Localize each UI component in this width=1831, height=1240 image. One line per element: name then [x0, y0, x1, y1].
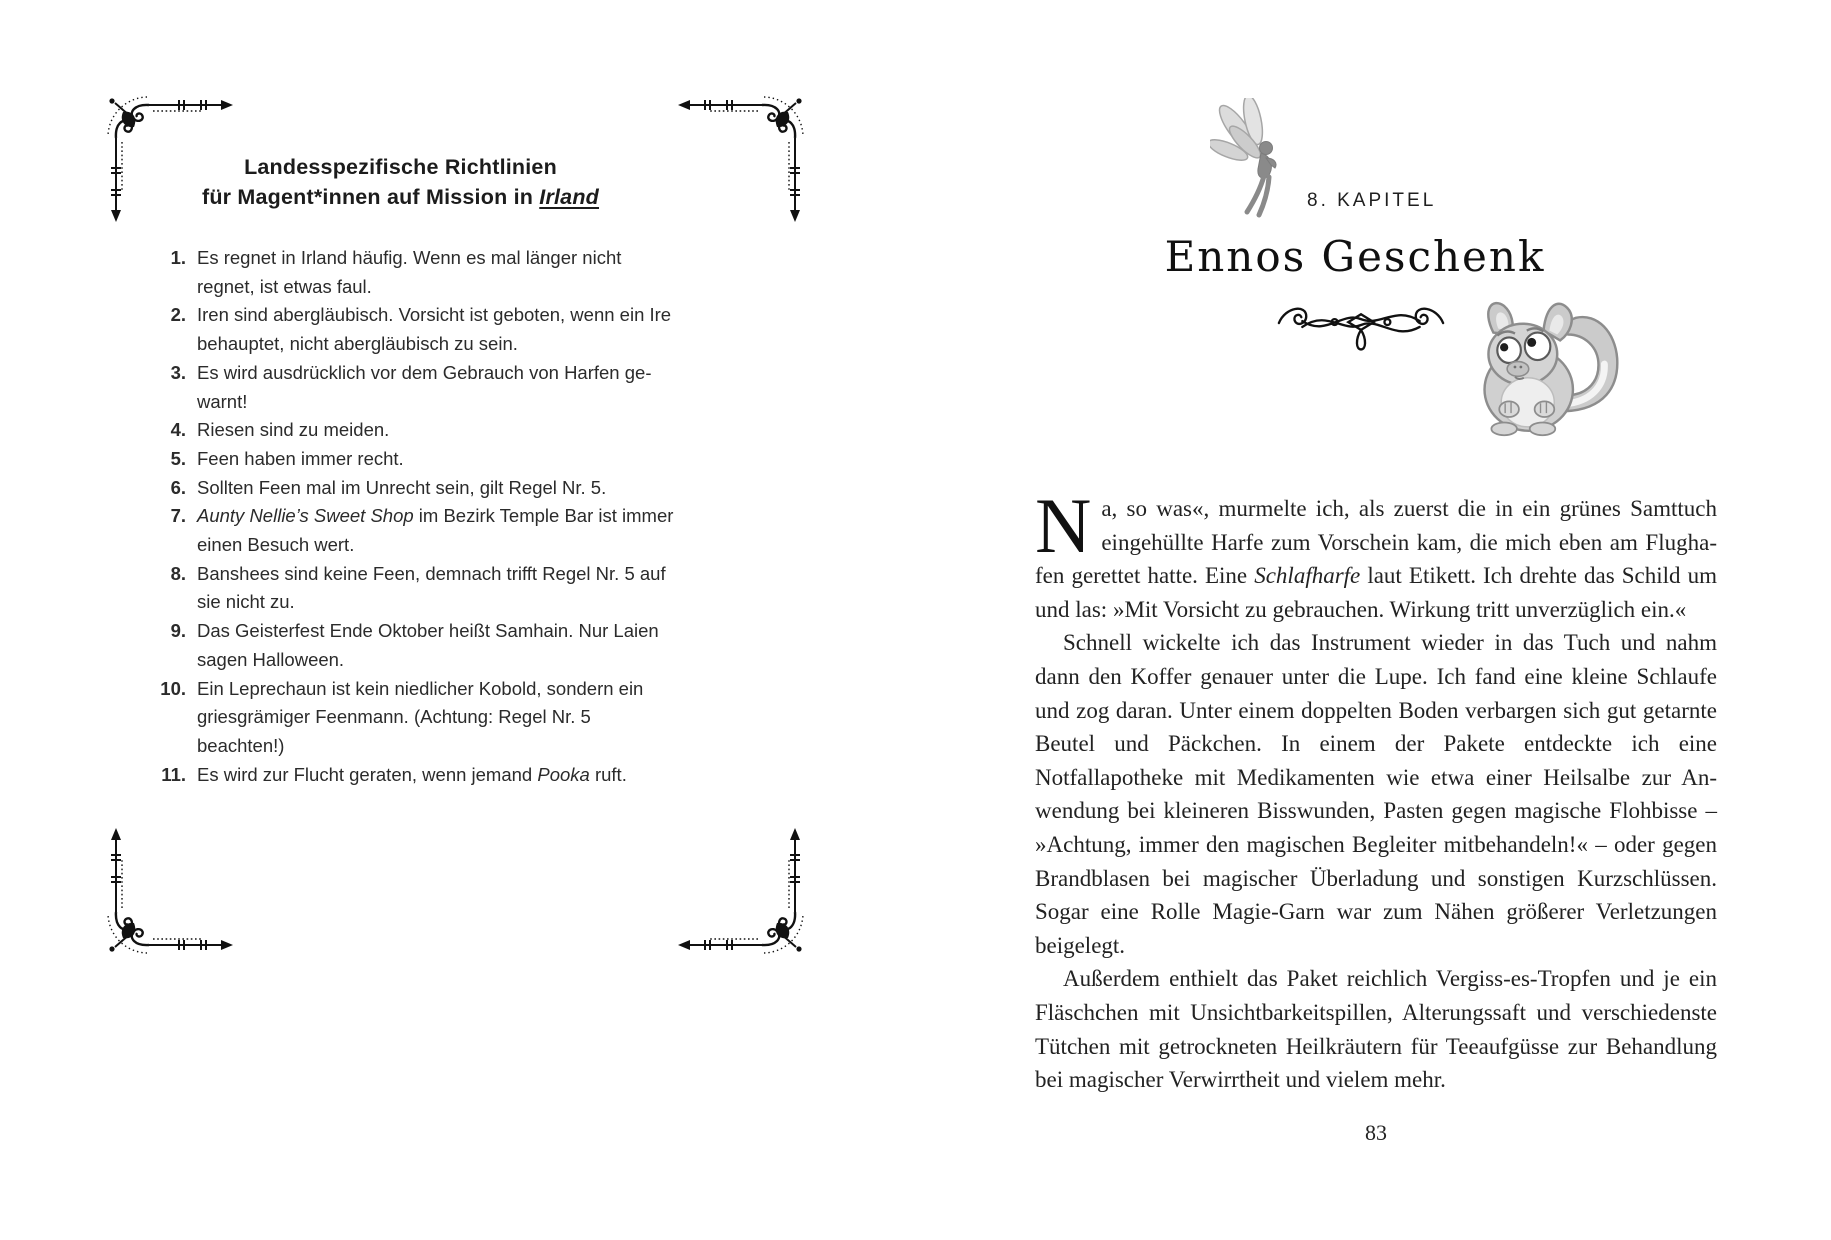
paragraph: [1035, 962, 1717, 1096]
list-item: [148, 761, 688, 790]
rule-text: [197, 445, 680, 474]
chapter-body: [1035, 482, 1717, 1097]
rule-number: 11.: [161, 763, 186, 785]
list-item: [148, 474, 688, 503]
emphasized-text: Pooka: [537, 763, 590, 785]
guidelines-title: [118, 152, 683, 212]
rules-list: [148, 244, 688, 789]
rule-number: 9.: [170, 620, 186, 642]
corner-ornament-bottom-right-icon: [676, 826, 808, 958]
guidelines-title-line2: [118, 182, 683, 212]
text-segment: Außerdem enthielt das Paket reichlich Vergiss-es-Tropfen und je ein Fläschchen mit Unsichtbarkeitspillen, Alterungssaft und verschiedenste Tütchen mit getrockneten Heilkräutern für Teeaufgüsse zur Behandlung bei magischer Verwirrtheit und vielem mehr.: [1035, 966, 1717, 1093]
left-page: [0, 0, 915, 1240]
list-item: [148, 675, 688, 761]
rule-text: [197, 416, 680, 445]
rule-number: 8.: [170, 562, 186, 584]
guidelines-title-line1: Landesspezifische Richtlinien: [244, 155, 557, 179]
text-segment: im Bezirk Temple Bar ist immer einen Besuch wert.: [197, 505, 674, 556]
rule-number: 6.: [170, 476, 186, 498]
rule-text: [197, 502, 680, 559]
list-item: [148, 301, 688, 358]
paragraph: [1035, 482, 1717, 626]
rule-number: 2.: [170, 304, 186, 326]
text-segment: Das Geisterfest Ende Oktober heißt Samhain. Nur Laien sagen Halloween.: [197, 620, 659, 670]
rule-number: 4.: [170, 419, 186, 441]
list-item: [148, 617, 688, 674]
country-name: Irland: [539, 185, 600, 209]
rule-text: [197, 474, 680, 503]
flourish-divider-icon: [1273, 296, 1449, 354]
rule-number: 5.: [170, 447, 186, 469]
text-segment: Banshees sind keine Feen, demnach trifft Regel Nr. 5 auf sie nicht zu.: [197, 562, 666, 613]
rule-text: [197, 301, 680, 358]
list-item: [148, 359, 688, 416]
text-segment: Schnell wickelte ich das Instrument wieder in das Tuch und nahm dann den Koffer genauer unter die Lupe. Ich fand eine kleine Schlaufe und zog daran. Unter einem doppelten Boden verbargen sich gut getarnte Beutel und Päckchen. In einem der Pakete entdeckte ich eine Notfallapotheke mit Medikamenten wie etwa einer Heilsalbe zur Anwendung bei kleineren Bisswunden, Pasten gegen magische Flohbisse – »Achtung, immer den magischen Begleiter mitbehandeln!« – oder gegen Brandblasen bei magischer Überladung und sonstigen Kurzschlüssen. Sogar eine Rolle Magie-Garn war zum Nähen größerer Verletzungen beigelegt.: [1035, 630, 1717, 958]
rule-text: [197, 560, 680, 617]
text-segment: laut Etikett. Ich drehte das Schild um und las: »Mit Vorsicht zu gebrauchen. Wirkung tritt unverzüglich ein.«: [1035, 563, 1717, 622]
text-segment: Iren sind abergläubisch. Vorsicht ist geboten, wenn ein Ire behauptet, nicht abergläubisch zu sein.: [197, 304, 672, 355]
list-item: [148, 416, 688, 445]
text-segment: Riesen sind zu meiden.: [197, 419, 390, 441]
list-item: [148, 560, 688, 617]
text-segment: Ein Leprechaun ist kein niedlicher Kobold, sondern ein griesgrämiger Feenmann. (Achtung: Regel Nr. 5 beachten!): [197, 677, 644, 756]
guidelines-title-line2-prefix: für Magent*innen auf Mission in: [201, 185, 540, 209]
text-segment: Sollten Feen mal im Unrecht sein, gilt Regel Nr. 5.: [197, 476, 607, 498]
list-item: [148, 445, 688, 474]
paragraph: [1035, 626, 1717, 962]
rule-text: [197, 359, 680, 416]
text-segment: Feen haben immer recht.: [197, 447, 404, 469]
rule-number: 1.: [170, 247, 186, 268]
fairy-illustration: [1210, 98, 1292, 236]
corner-ornament-top-right-icon: [676, 92, 808, 224]
rule-text: [197, 761, 680, 790]
text-segment: Es wird ausdrücklich vor dem Gebrauch von Harfen gewarnt!: [197, 361, 652, 412]
emphasized-text: Aunty Nellie’s Sweet Shop: [197, 505, 414, 527]
rule-number: 3.: [170, 361, 186, 383]
text-segment: ruft.: [589, 763, 627, 785]
rule-text: [197, 675, 680, 761]
text-segment: Es wird zur Flucht geraten, wenn jemand: [197, 763, 538, 785]
chapter-title: Ennos Geschenk: [1164, 232, 1546, 281]
rule-number: 10.: [160, 677, 186, 699]
right-page: [915, 0, 1831, 1240]
text-segment: Es regnet in Irland häufig. Wenn es mal länger nicht regnet, ist etwas faul.: [197, 247, 622, 297]
squirrel-illustration: [1458, 290, 1625, 438]
chapter-kicker: 8. KAPITEL: [1307, 190, 1437, 211]
text-segment: a, so was«, murmelte ich, als zuerst die in ein grünes Samttuch eingehüllte Harfe zum Vorschein kam, die mich eben am Flughafen gerettet hatte. Eine: [1035, 496, 1717, 589]
list-item: [148, 244, 688, 301]
list-item: [148, 502, 688, 559]
corner-ornament-bottom-left-icon: [103, 826, 235, 958]
rule-number: 7.: [170, 505, 186, 527]
rule-text: [197, 617, 680, 674]
drop-cap: N: [1035, 482, 1092, 569]
page-number: 83: [1365, 1120, 1387, 1145]
rule-text: [197, 244, 680, 301]
emphasized-text: Schlafharfe: [1254, 563, 1361, 589]
